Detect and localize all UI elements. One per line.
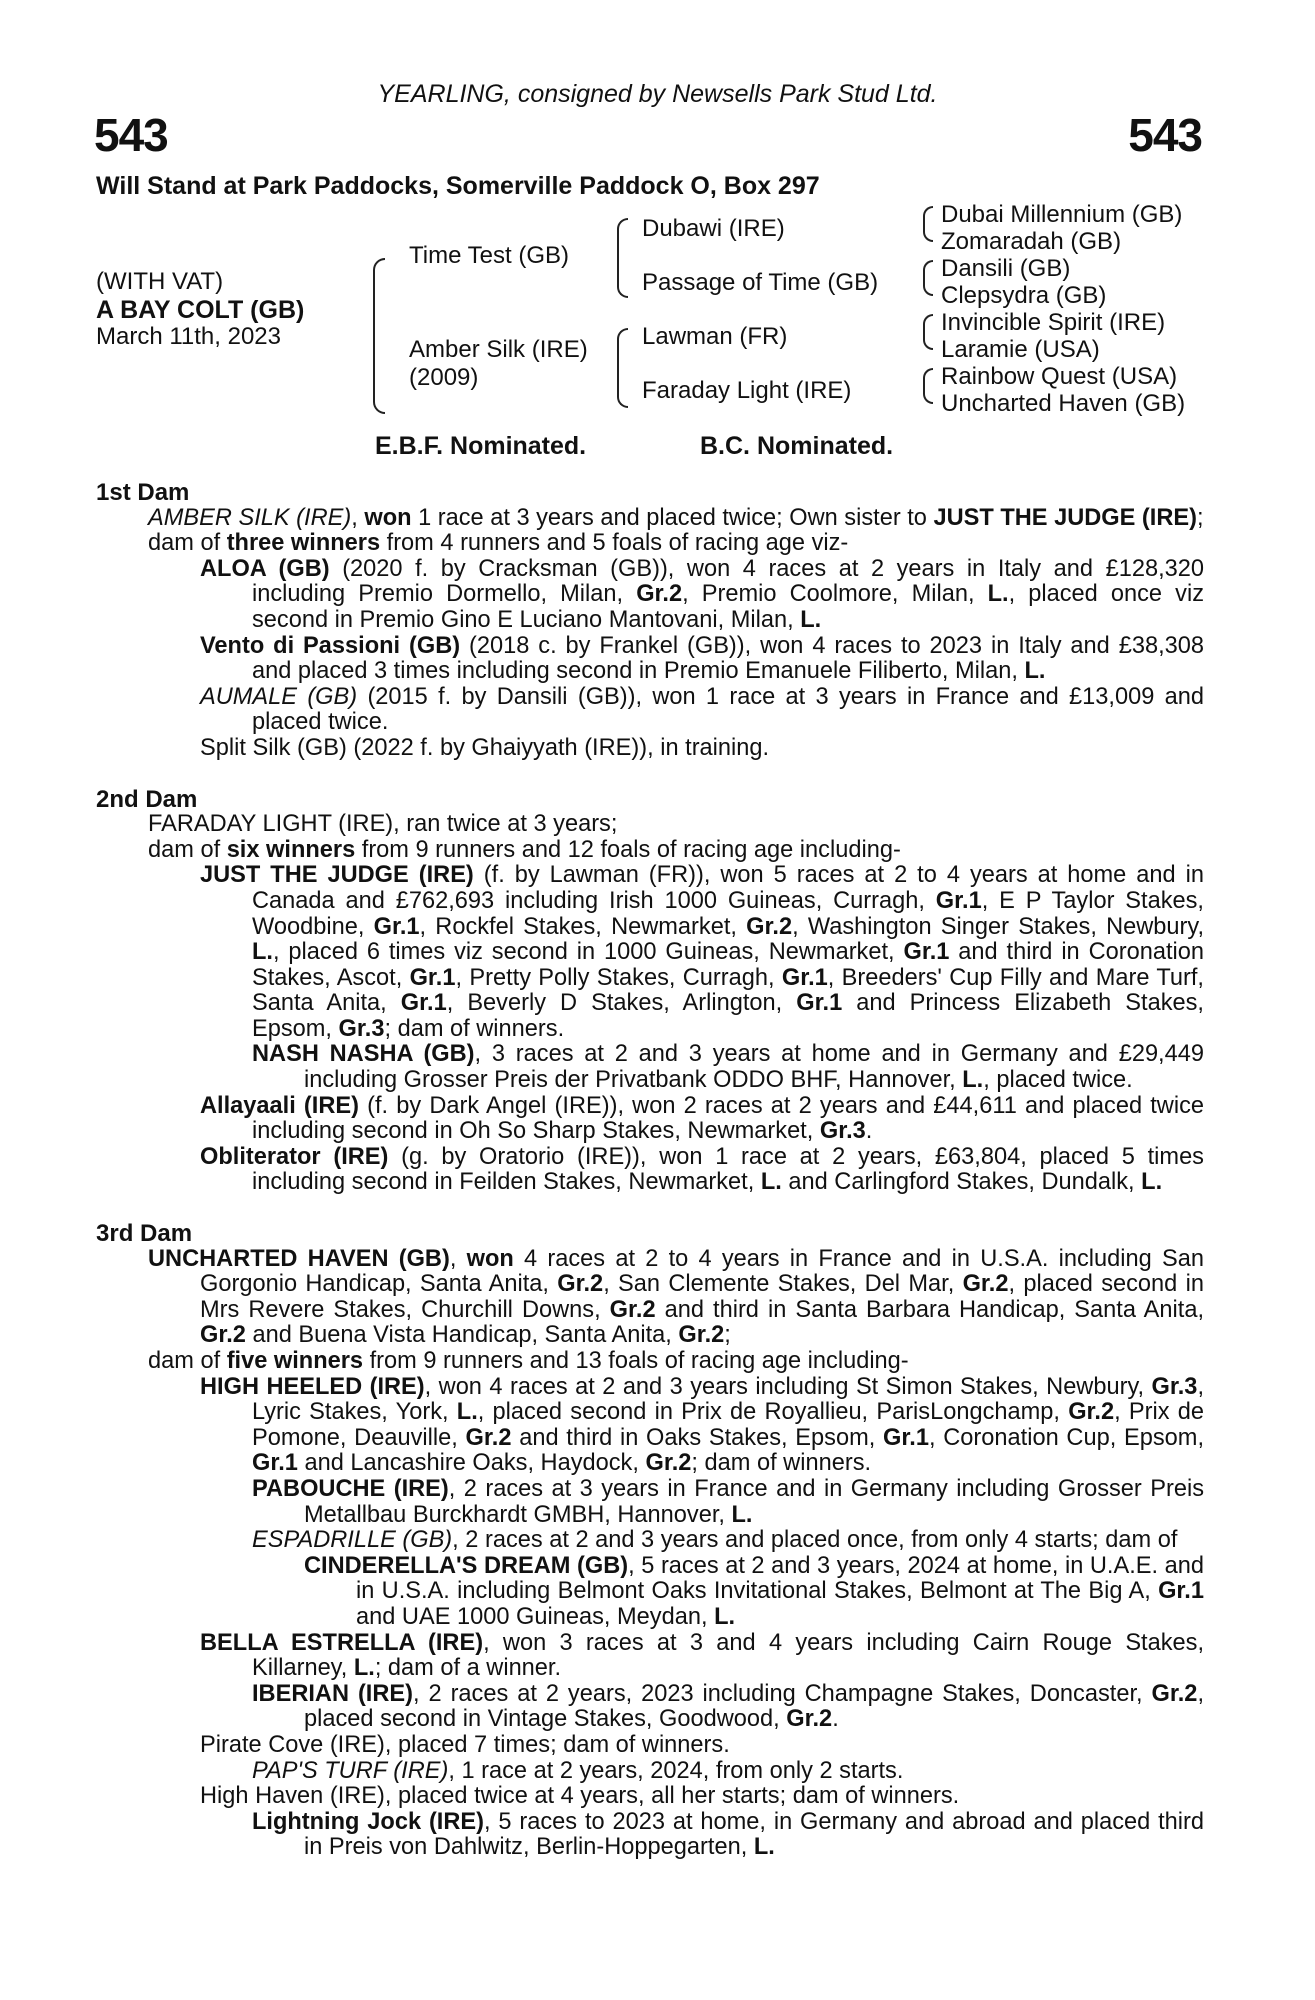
pedigree-dss: Invincible Spirit (IRE) — [941, 309, 1166, 336]
produce-entry: JUST THE JUDGE (IRE) (f. by Lawman (FR)), won 5 races at 2 to 4 years at home and in Canada and £762,693 including Irish 1000 Guineas, Curragh, Gr.1, E P Taylor Stakes, Woodbine, Gr.1, Rockfel Stakes, Newmarket, Gr.2, Washington Singer Stakes, Newbury, L., placed 6 times viz second in 1000 Guineas, Newmarket, Gr.1 and third in Coronation Stakes, Ascot, Gr.1, Pretty Polly Stakes, Curragh, Gr.1, Breeders' Cup Filly and Mare Turf, Santa Anita, Gr.1, Beverly D Stakes, Arlington, Gr.1 and Princess Elizabeth Stakes, Epsom, Gr.3; dam of winners. — [200, 862, 1205, 1042]
first-dam-produce-line: dam of three winners from 4 runners and 5 foals of racing age viz- — [148, 530, 849, 557]
produce-entry: PABOUCHE (IRE), 2 races at 3 years in France and in Germany including Grosser Preis Metallbau Burckhardt GMBH, Hannover, L. — [252, 1475, 1204, 1528]
pedigree-brace-ds — [923, 314, 933, 350]
second-dam-produce-line: dam of six winners from 9 runners and 12 foals of racing age including- — [148, 836, 901, 863]
produce-entry: Obliterator (IRE) (g. by Oratorio (IRE)), won 1 race at 2 years, £63,804, placed 5 times including second in Feilden Stakes, Newmarket, L. and Carlingford Stakes, Dundalk, L. — [200, 1143, 1204, 1196]
pedigree-sire-sire: Dubawi (IRE) — [642, 215, 785, 242]
pedigree-dam-sire: Lawman (FR) — [642, 323, 788, 350]
pedigree-sds: Dansili (GB) — [941, 255, 1071, 282]
produce-entry: Vento di Passioni (GB) (2018 c. by Frankel (GB)), won 4 races to 2023 in Italy and £38,308 and placed 3 times including second in Premio Emanuele Filiberto, Milan, L. — [200, 632, 1204, 685]
pedigree-ssd: Zomaradah (GB) — [941, 228, 1122, 255]
third-dam-heading: 3rd Dam — [96, 1220, 193, 1248]
first-dam-heading: 1st Dam — [96, 479, 190, 506]
ebf-nomination: E.B.F. Nominated. — [375, 432, 587, 460]
produce-entry: NASH NASHA (GB), 3 races at 2 and 3 years at home and in Germany and £29,449 including Grosser Preis der Privatbank ODDO BHF, Hannover, L., placed twice. — [252, 1041, 1204, 1094]
produce-entry: High Haven (IRE), placed twice at 4 years, all her starts; dam of winners. — [200, 1783, 960, 1810]
pedigree-sdd: Clepsydra (GB) — [941, 282, 1107, 309]
pedigree-brace-dd — [923, 368, 933, 404]
produce-entry: IBERIAN (IRE), 2 races at 2 years, 2023 including Champagne Stakes, Doncaster, Gr.2, placed second in Vintage Stakes, Goodwood, Gr.2. — [252, 1680, 1204, 1733]
pedigree-brace-ss — [923, 206, 933, 242]
produce-entry: HIGH HEELED (IRE), won 4 races at 2 and 3 years including St Simon Stakes, Newbury, Gr.3, Lyric Stakes, York, L., placed second in Prix de Royallieu, ParisLongchamp, Gr.2, Prix de Pomone, Deauville, Gr.2 and third in Oaks Stakes, Epsom, Gr.1, Coronation Cup, Epsom, Gr.1 and Lancashire Oaks, Haydock, Gr.2; dam of winners. — [200, 1373, 1205, 1477]
pedigree-brace-main — [373, 258, 385, 414]
produce-record — [96, 480, 1204, 1861]
pedigree-sss: Dubai Millennium (GB) — [941, 201, 1183, 228]
first-dam-summary: AMBER SILK (IRE), won 1 race at 3 years and placed twice; Own sister to JUST THE JUDGE (IRE); — [148, 504, 1204, 531]
third-dam-summary: UNCHARTED HAVEN (GB), won 4 races at 2 to 4 years in France and in U.S.A. including San Gorgonio Handicap, Santa Anita, Gr.2, San Clemente Stakes, Del Mar, Gr.2, placed second in Mrs Revere Stakes, Churchill Downs, Gr.2 and third in Santa Barbara Handicap, Santa Anita, Gr.2 and Buena Vista Handicap, Santa Anita, Gr.2; — [148, 1245, 1205, 1349]
produce-entry: ESPADRILLE (GB), 2 races at 2 and 3 years and placed once, from only 4 starts; dam of — [252, 1527, 1178, 1554]
consignment-line: YEARLING, consigned by Newsells Park Stud Ltd. — [377, 80, 938, 108]
pedigree-ddd: Uncharted Haven (GB) — [941, 390, 1186, 417]
horse-name: A BAY COLT (GB) — [96, 296, 305, 324]
produce-entry: Allayaali (IRE) (f. by Dark Angel (IRE)), won 2 races at 2 years and £44,611 and placed twice including second in Oh So Sharp Stakes, Newmarket, Gr.3. — [200, 1092, 1204, 1145]
pedigree-sire-dam: Passage of Time (GB) — [642, 269, 879, 296]
pedigree-dam: Amber Silk (IRE) — [409, 336, 588, 363]
pedigree-brace-sire — [617, 218, 628, 298]
bc-nomination: B.C. Nominated. — [700, 432, 894, 460]
pedigree-brace-dam — [617, 328, 628, 408]
pedigree-sire: Time Test (GB) — [409, 242, 570, 269]
produce-entry: Pirate Cove (IRE), placed 7 times; dam of winners. — [200, 1731, 730, 1758]
produce-entry: BELLA ESTRELLA (IRE), won 3 races at 3 and 4 years including Cairn Rouge Stakes, Killarney, L.; dam of a winner. — [200, 1629, 1204, 1682]
produce-entry: ALOA (GB) (2020 f. by Cracksman (GB)), won 4 races at 2 years in Italy and £128,320 including Premio Dormello, Milan, Gr.2, Premio Coolmore, Milan, L., placed once viz second in Premio Gino E Luciano Mantovani, Milan, L. — [200, 555, 1204, 633]
stand-location: Will Stand at Park Paddocks, Somerville Paddock O, Box 297 — [96, 172, 820, 200]
third-dam-produce-line: dam of five winners from 9 runners and 13 foals of racing age including- — [148, 1348, 909, 1374]
second-dam-summary: FARADAY LIGHT (IRE), ran twice at 3 years; — [148, 811, 618, 838]
pedigree-dam-dam: Faraday Light (IRE) — [642, 377, 852, 404]
vat-note: (WITH VAT) — [96, 268, 224, 295]
pedigree-brace-sd — [923, 260, 933, 296]
pedigree-dds: Rainbow Quest (USA) — [941, 363, 1178, 390]
pedigree-dam-year: (2009) — [409, 364, 479, 391]
produce-entry: AUMALE (GB) (2015 f. by Dansili (GB)), won 1 race at 3 years in France and £13,009 and placed twice. — [200, 683, 1204, 736]
produce-entry: Split Silk (GB) (2022 f. by Ghaiyyath (IRE)), in training. — [200, 734, 770, 761]
lot-number-left: 543 — [94, 109, 168, 161]
second-dam-heading: 2nd Dam — [96, 785, 198, 813]
produce-entry: Lightning Jock (IRE), 5 races to 2023 at home, in Germany and abroad and placed third in Preis von Dahlwitz, Berlin-Hoppegarten, L. — [252, 1808, 1205, 1861]
produce-entry: CINDERELLA'S DREAM (GB), 5 races at 2 and 3 years, 2024 at home, in U.A.E. and in U.S.A. including Belmont Oaks Invitational Stakes, Belmont at The Big A, Gr.1 and UAE 1000 Guineas, Meydan, L. — [304, 1552, 1204, 1630]
lot-number-right: 543 — [1128, 109, 1202, 161]
pedigree-dsd: Laramie (USA) — [941, 336, 1100, 363]
foaling-date: March 11th, 2023 — [96, 323, 282, 350]
produce-entry: PAP'S TURF (IRE), 1 race at 2 years, 2024, from only 2 starts. — [252, 1757, 904, 1784]
